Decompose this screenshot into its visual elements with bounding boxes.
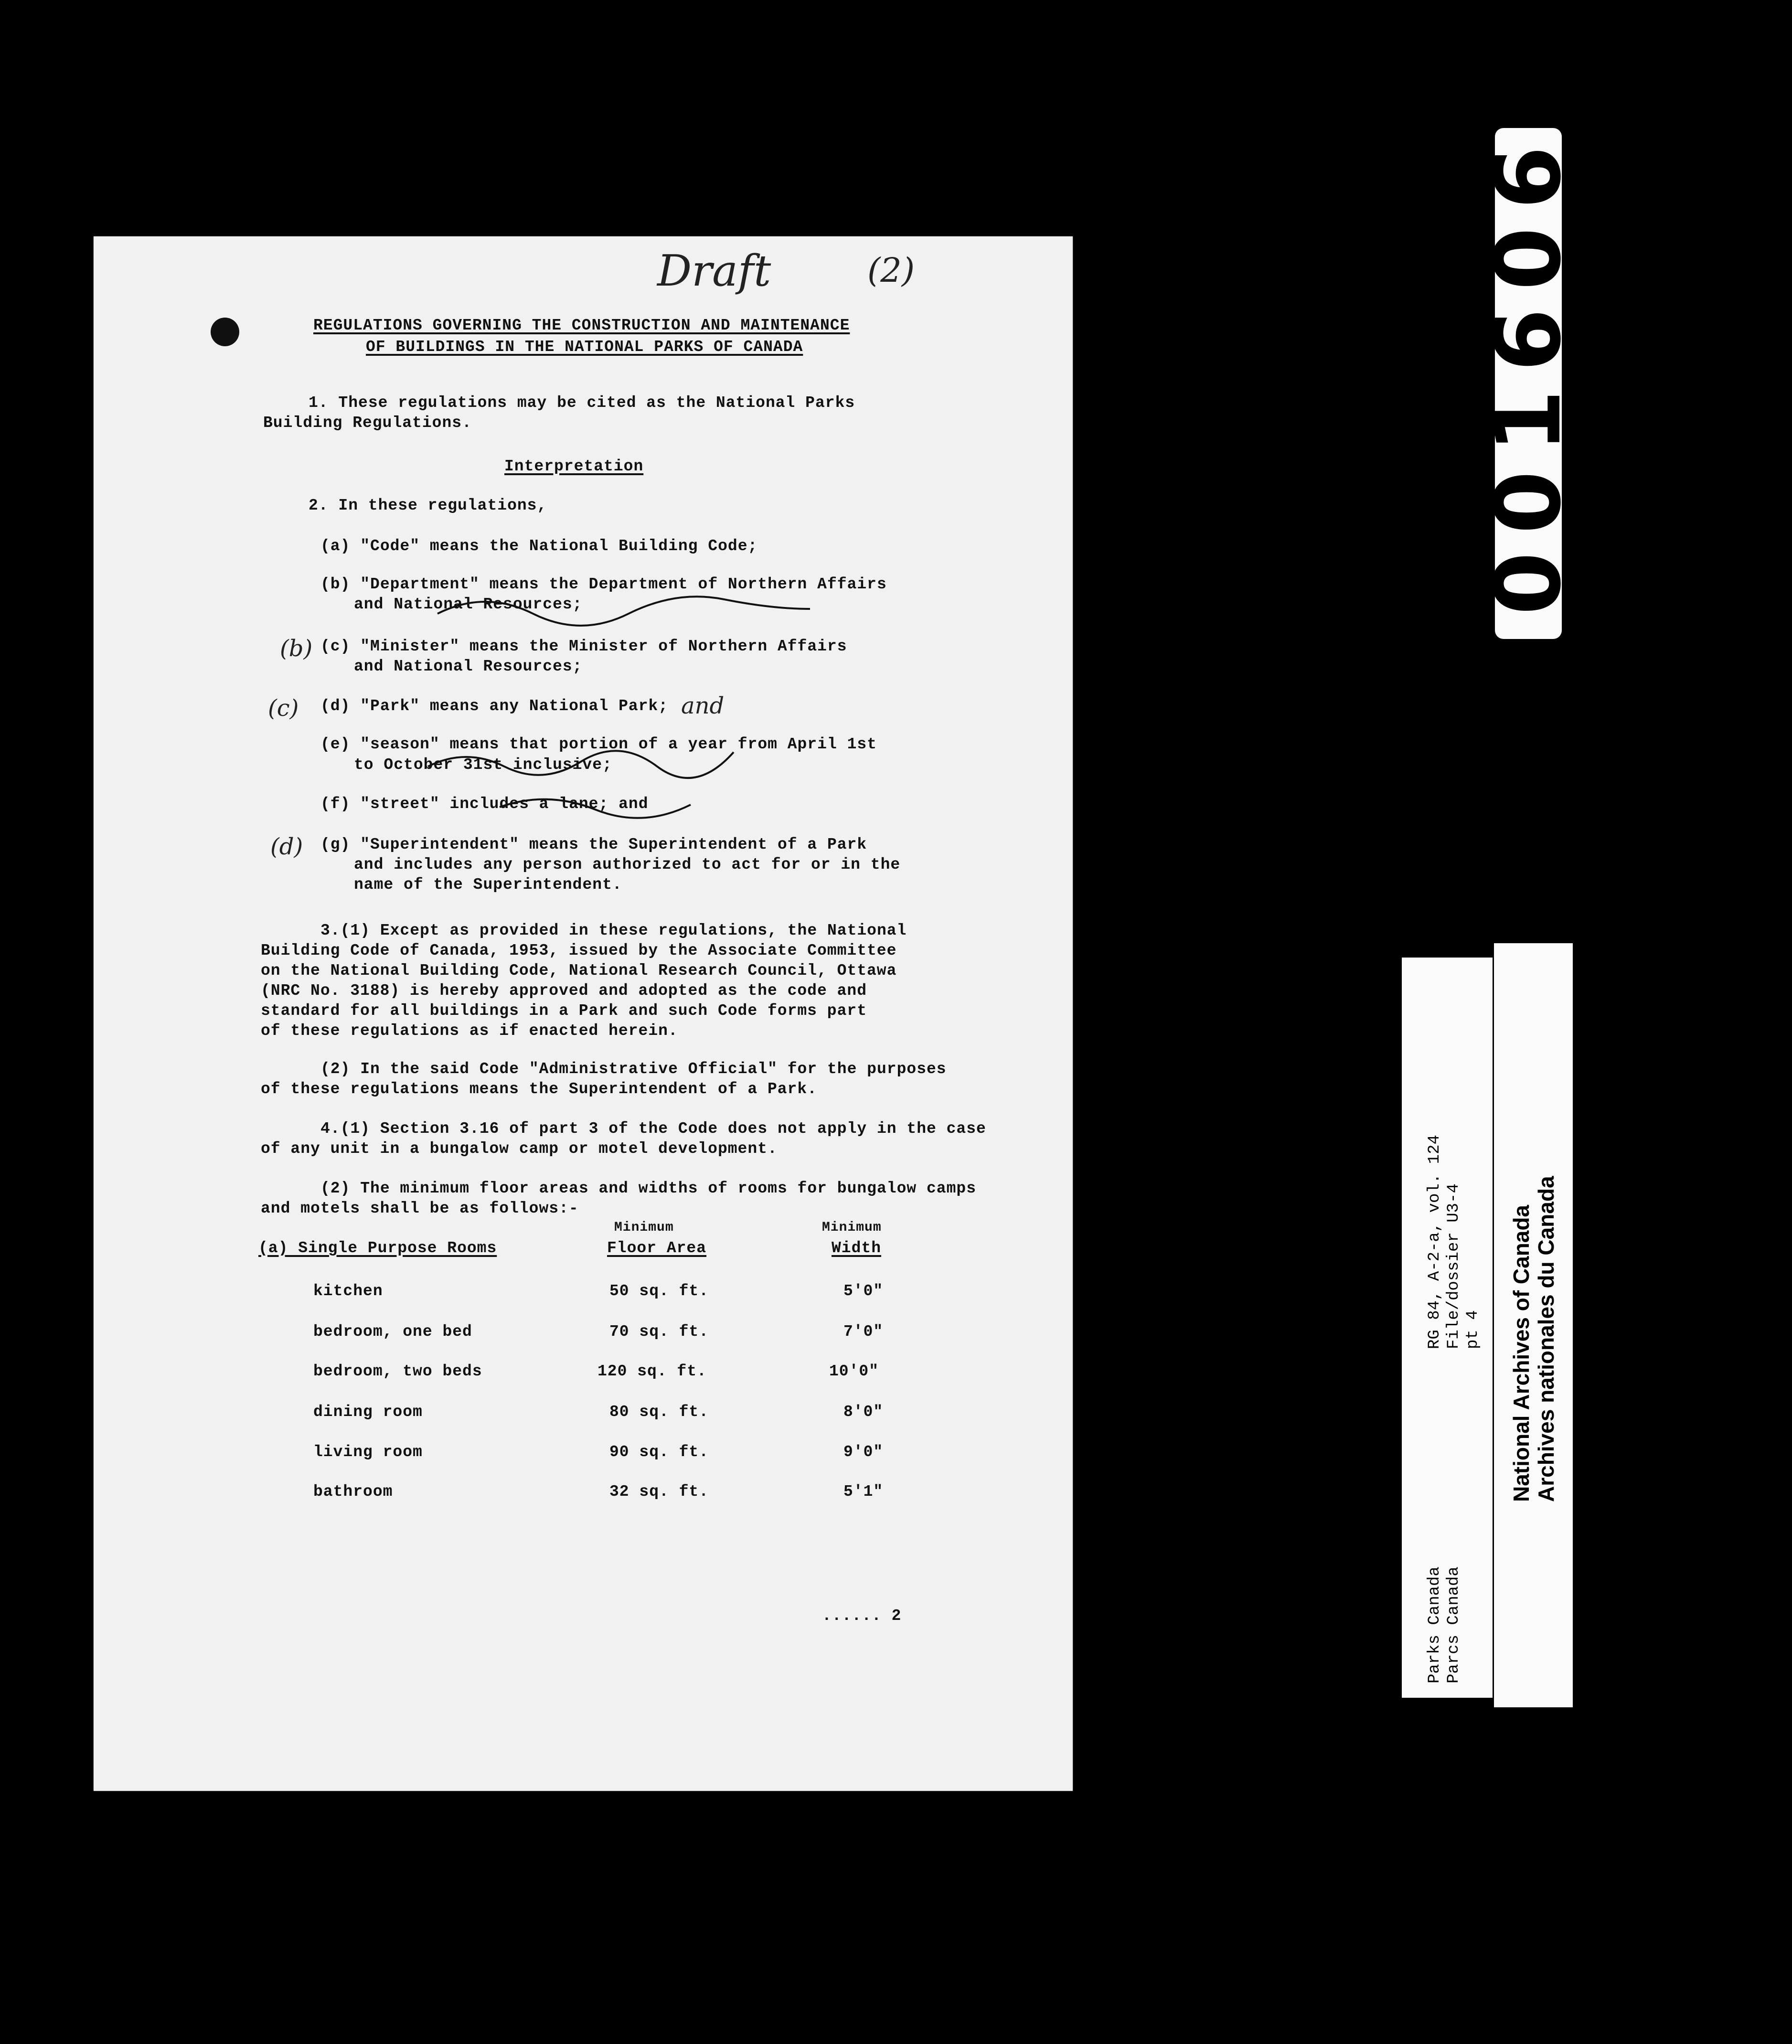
- room-name: bedroom, two beds: [313, 1363, 482, 1380]
- room-width: 8'0": [843, 1403, 884, 1421]
- reel-number-label: [1475, 128, 1581, 639]
- national-archives-fr: Archives nationales du Canada: [1534, 1176, 1558, 1502]
- para1-line1: 1. These regulations may be cited as the National Parks: [309, 394, 855, 412]
- archive-ref-line1: RG 84, A-2-a, vol. 124: [1426, 1135, 1444, 1349]
- room-width: 9'0": [843, 1443, 884, 1461]
- section3-line6: of these regulations as if enacted herein.: [261, 1022, 678, 1040]
- document-page: [94, 236, 1073, 1791]
- table-heading: (a) Single Purpose Rooms: [258, 1239, 497, 1257]
- definition-c-line2: and National Resources;: [354, 658, 583, 675]
- definition-g-line1: (g) "Superintendent" means the Superintendent of a Park: [320, 836, 867, 853]
- room-area: 32 sq. ft.: [609, 1483, 709, 1501]
- continuation-marker: ...... 2: [822, 1607, 902, 1625]
- room-area: 80 sq. ft.: [609, 1403, 709, 1421]
- room-area: 50 sq. ft.: [609, 1282, 709, 1300]
- section3-line2: Building Code of Canada, 1953, issued by the Associate Committee: [261, 942, 897, 959]
- reel-digit: 0: [1475, 470, 1581, 534]
- room-name: dining room: [313, 1403, 423, 1421]
- definition-g-line3: name of the Superintendent.: [354, 876, 622, 894]
- room-name: living room: [313, 1443, 423, 1461]
- definition-e-line1: (e) "season" means that portion of a year from April 1st: [320, 735, 877, 753]
- definition-c-line1: (c) "Minister" means the Minister of Northern Affairs: [320, 638, 847, 655]
- section3-sub2-line1: (2) In the said Code "Administrative Official" for the purposes: [320, 1060, 947, 1078]
- national-archives-en: National Archives of Canada: [1509, 1204, 1534, 1502]
- archive-ref-line2: File/dossier U3-4: [1445, 1183, 1463, 1349]
- section3-line5: standard for all buildings in a Park and such Code forms part: [261, 1002, 867, 1020]
- section3-line1: 3.(1) Except as provided in these regulations, the National: [320, 922, 907, 939]
- annotation-and: and: [681, 692, 725, 719]
- section3-line3: on the National Building Code, National Research Council, Ottawa: [261, 962, 897, 979]
- room-width: 7'0": [843, 1323, 884, 1341]
- archive-label-left: [1402, 958, 1493, 1698]
- handwritten-page-number: (2): [867, 251, 915, 290]
- definition-e-line2: to October 31st inclusive;: [354, 756, 612, 774]
- reel-digit: 1: [1475, 389, 1581, 453]
- para1-line2: Building Regulations.: [263, 414, 472, 432]
- reel-digit: 0: [1475, 227, 1581, 290]
- col-area-top: Minimum: [614, 1220, 674, 1235]
- definition-d: (d) "Park" means any National Park;: [320, 697, 669, 715]
- parks-canada-en: Parks Canada: [1426, 1566, 1444, 1683]
- annotation-b: (b): [280, 635, 313, 662]
- room-name: kitchen: [313, 1282, 383, 1300]
- handwritten-draft-note: Draft: [657, 246, 771, 296]
- section4-line1: 4.(1) Section 3.16 of part 3 of the Code does not apply in the case: [320, 1120, 986, 1138]
- section3-sub2-line2: of these regulations means the Superintendent of a Park.: [261, 1080, 817, 1098]
- room-area: 120 sq. ft.: [597, 1363, 707, 1380]
- col-area-bottom: Floor Area: [607, 1239, 707, 1257]
- section3-line4: (NRC No. 3188) is hereby approved and adopted as the code and: [261, 982, 867, 1000]
- definition-g-line2: and includes any person authorized to act for or in the: [354, 856, 901, 873]
- reel-digit: 6: [1475, 146, 1581, 209]
- section4-sub2-line1: (2) The minimum floor areas and widths of rooms for bungalow camps: [320, 1180, 977, 1197]
- reel-digit: 6: [1475, 308, 1581, 372]
- reel-digit: 0: [1475, 552, 1581, 615]
- room-name: bedroom, one bed: [313, 1323, 472, 1341]
- col-width-top: Minimum: [822, 1220, 882, 1235]
- room-area: 90 sq. ft.: [609, 1443, 709, 1461]
- definition-b-line2: and National Resources;: [354, 596, 583, 613]
- definition-a: (a) "Code" means the National Building Code;: [320, 537, 758, 555]
- room-width: 10'0": [829, 1363, 879, 1380]
- document-title-line2: OF BUILDINGS IN THE NATIONAL PARKS OF CANADA: [366, 338, 803, 356]
- room-area: 70 sq. ft.: [609, 1323, 709, 1341]
- room-name: bathroom: [313, 1483, 393, 1501]
- archive-ref-line3: pt 4: [1464, 1310, 1482, 1349]
- document-title-line1: REGULATIONS GOVERNING THE CONSTRUCTION AND MAINTENANCE: [313, 317, 850, 334]
- col-width-bottom: Width: [832, 1239, 882, 1257]
- section4-line2: of any unit in a bungalow camp or motel development.: [261, 1140, 778, 1158]
- parks-canada-fr: Parcs Canada: [1445, 1566, 1463, 1683]
- annotation-d: (d): [270, 833, 303, 860]
- interpretation-heading: Interpretation: [504, 458, 644, 475]
- room-width: 5'1": [843, 1483, 884, 1501]
- room-width: 5'0": [843, 1282, 884, 1300]
- definition-f: (f) "street" includes a lane; and: [320, 795, 649, 813]
- section2-intro: 2. In these regulations,: [309, 497, 547, 514]
- definition-b-line1: (b) "Department" means the Department of Northern Affairs: [320, 575, 887, 593]
- section4-sub2-line2: and motels shall be as follows:-: [261, 1200, 579, 1217]
- annotation-c: (c): [268, 695, 299, 722]
- archive-label-right: [1494, 943, 1573, 1707]
